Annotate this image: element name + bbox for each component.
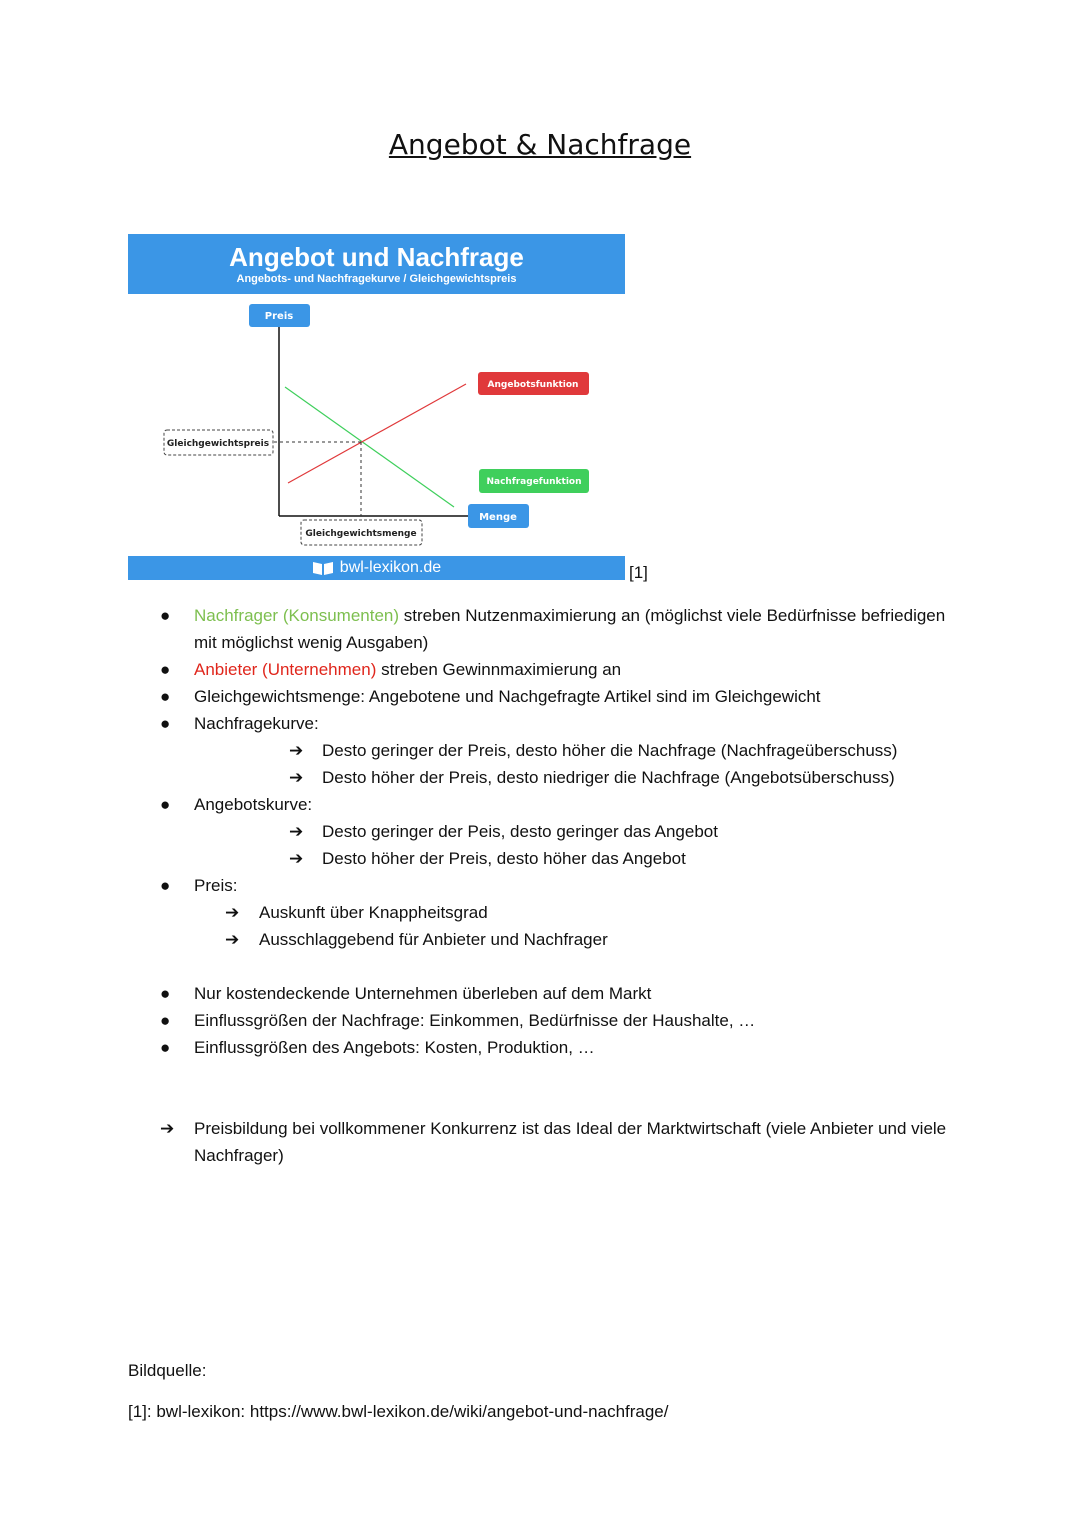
list-item <box>128 710 958 737</box>
list-text: Nachfragekurve: <box>194 714 319 733</box>
arrow-icon: ➔ <box>289 741 304 760</box>
list-text: Einflussgrößen der Nachfrage: Einkommen, Bedürfnisse der Haushalte, … <box>194 1011 756 1030</box>
list-item <box>128 683 958 710</box>
footer-site: bwl-lexikon.de <box>339 559 442 576</box>
list-item <box>128 656 958 683</box>
sub-text: Desto höher der Preis, desto niedriger die Nachfrage (Angebotsüberschuss) <box>322 768 895 787</box>
figure-subtitle: Angebots- und Nachfragekurve / Gleichgewichtspreis <box>236 273 517 285</box>
gleichgewichtsmenge-label: Gleichgewichtsmenge <box>305 529 417 539</box>
list-text: streben Nutzenmaximierung an (möglichst viele Bedürfnisse befriedigen mit möglichst wenig Ausgaben) <box>194 606 946 652</box>
bullet-dot: ● <box>160 714 171 733</box>
list-item <box>128 602 958 656</box>
preis-label: Preis <box>264 311 294 322</box>
arrow-icon: ➔ <box>289 822 304 841</box>
angebotsfunktion-label: Angebotsfunktion <box>487 380 579 390</box>
nachfragefunktion-label: Nachfragefunktion <box>486 477 582 487</box>
list-item <box>128 980 958 1007</box>
sub-text: Desto geringer der Preis, desto höher die Nachfrage (Nachfrageüberschuss) <box>322 741 898 760</box>
arrow-icon: ➔ <box>225 903 240 922</box>
book-icon <box>312 560 334 576</box>
bullet-dot: ● <box>160 660 171 679</box>
bullet-dot: ● <box>160 687 171 706</box>
sub-text: Desto höher der Preis, desto höher das Angebot <box>322 849 686 868</box>
figure-footer <box>128 556 625 580</box>
list-text: Nur kostendeckende Unternehmen überleben auf dem Markt <box>194 984 652 1003</box>
supplier-term: Anbieter (Unternehmen) <box>194 660 377 679</box>
sources-heading: Bildquelle: <box>128 1361 207 1380</box>
bullet-dot: ● <box>160 876 171 895</box>
list-text: Einflussgrößen des Angebots: Kosten, Produktion, … <box>194 1038 595 1057</box>
supply-curve <box>288 384 466 483</box>
arrow-icon: ➔ <box>160 1119 175 1138</box>
supply-demand-diagram <box>128 294 625 556</box>
list-text: streben Gewinnmaximierung an <box>376 660 622 679</box>
list-item <box>128 791 958 818</box>
sub-item <box>128 764 958 791</box>
bullet-dot: ● <box>160 984 171 1003</box>
source-reference: [1]: bwl-lexikon: https://www.bwl-lexikon.de/wiki/angebot-und-nachfrage/ <box>128 1402 669 1421</box>
list-text: Angebotskurve: <box>194 795 313 814</box>
sub-text: Auskunft über Knappheitsgrad <box>259 903 488 922</box>
sub-text: Ausschlaggebend für Anbieter und Nachfrager <box>259 930 608 949</box>
figure-title: Angebot und Nachfrage <box>229 242 524 272</box>
sub-item <box>128 818 958 845</box>
sources <box>128 1357 669 1425</box>
arrow-icon: ➔ <box>289 849 304 868</box>
list-item <box>128 872 958 899</box>
sub-text: Desto geringer der Peis, desto geringer das Angebot <box>322 822 718 841</box>
list-item <box>128 1007 958 1034</box>
supply-demand-figure <box>128 234 625 580</box>
bullet-dot: ● <box>160 606 171 625</box>
menge-label: Menge <box>479 512 517 523</box>
conclusion <box>128 1115 958 1169</box>
sub-item <box>128 737 958 764</box>
arrow-icon: ➔ <box>225 930 240 949</box>
list-text: Gleichgewichtsmenge: Angebotene und Nachgefragte Artikel sind im Gleichgewicht <box>194 687 821 706</box>
gleichgewichtspreis-label: Gleichgewichtspreis <box>166 439 270 449</box>
sub-item <box>128 845 958 872</box>
figure-header <box>128 234 625 294</box>
bullet-dot: ● <box>160 1011 171 1030</box>
page-title: Angebot & Nachfrage <box>388 128 692 161</box>
sub-item <box>128 926 958 953</box>
conclusion-text: Preisbildung bei vollkommener Konkurrenz ist das Ideal der Marktwirtschaft (viele Anbieter und viele Nachfrager) <box>194 1119 947 1165</box>
list-text: Preis: <box>194 876 238 895</box>
bullet-dot: ● <box>160 795 171 814</box>
figure-reference: [1] <box>629 563 648 582</box>
bullet-list <box>128 602 958 1169</box>
consumer-term: Nachfrager (Konsumenten) <box>194 606 400 625</box>
list-item <box>128 1034 958 1061</box>
sub-item <box>128 899 958 926</box>
bullet-dot: ● <box>160 1038 171 1057</box>
arrow-icon: ➔ <box>289 768 304 787</box>
